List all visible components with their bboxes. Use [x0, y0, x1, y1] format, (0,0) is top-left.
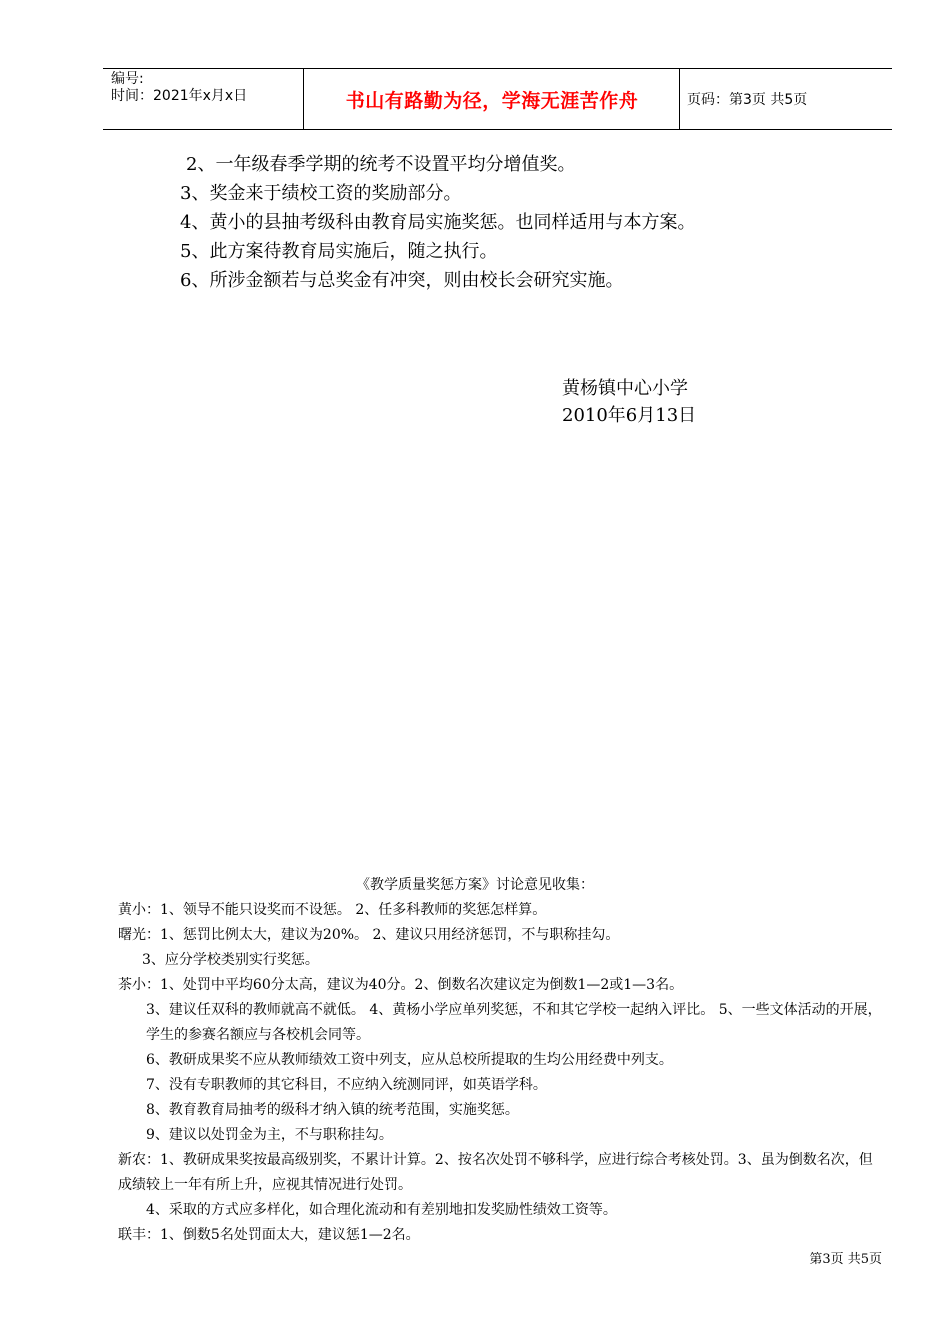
discussion-title: 《教学质量奖惩方案》讨论意见收集： — [356, 877, 594, 893]
signature-org: 黄杨镇中心小学 — [562, 378, 688, 399]
list-item: 4、黄小的县抽考级科由教育局实施奖惩。也同样适用与本方案。 — [180, 212, 696, 233]
header-meta — [111, 71, 247, 105]
discussion-paragraph-text: 3、建议任双科的教师就高不就低。 4、黄杨小学应单列奖惩，不和其它学校一起纳入评比。 5、一些文体活动的开展，学生的参赛名额应与各校机会同等。 — [146, 1002, 882, 1043]
header-divider — [303, 69, 304, 129]
rule-list — [180, 150, 695, 295]
discussion-paragraph: 9、建议以处罚金为主，不与职称挂勾。 — [146, 1127, 393, 1143]
discussion-paragraph: 8、教育教育局抽考的级科才纳入镇的统考范围，实施奖惩。 — [146, 1102, 519, 1118]
list-item: 6、所涉金额若与总奖金有冲突，则由校长会研究实施。 — [180, 270, 624, 291]
signature-block — [562, 375, 696, 429]
discussion-paragraph — [118, 1148, 886, 1198]
header-divider — [679, 69, 680, 129]
time-label: 时间：2021年x月x日 — [111, 88, 248, 104]
discussion-paragraph: 3、应分学校类别实行奖惩。 — [142, 952, 319, 968]
header-motto: 书山有路勤为径，学海无涯苦作舟 — [345, 89, 639, 112]
discussion-paragraph: 4、采取的方式应多样化，如合理化流动和有差别地扣发奖励性绩效工资等。 — [146, 1202, 617, 1218]
header-page-info: 页码：第3页 共5页 — [687, 92, 808, 108]
discussion-paragraph — [118, 998, 886, 1048]
list-item: 5、此方案待教育局实施后，随之执行。 — [180, 241, 498, 262]
discussion-paragraph-text: 新农：1、教研成果奖按最高级别奖，不累计计算。2、按名次处罚不够科学，应进行综合考核处罚。3、虽为倒数名次，但成绩较上一年有所上升，应视其情况进行处罚。 — [118, 1152, 873, 1193]
discussion-paragraph: 茶小：1、处罚中平均60分太高，建议为40分。2、倒数名次建议定为倒数1—2或1—3名。 — [118, 977, 684, 993]
page-footer: 第3页 共5页 — [809, 1252, 882, 1267]
discussion-paragraph: 联丰：1、倒数5名处罚面太大，建议惩1—2名。 — [118, 1227, 420, 1243]
discussion-paragraph: 黄小：1、领导不能只设奖而不设惩。 2、任多科教师的奖惩怎样算。 — [118, 902, 547, 918]
discussion-paragraph: 曙光：1、惩罚比例太大，建议为20%。 2、建议只用经济惩罚，不与职称挂勾。 — [118, 927, 620, 943]
list-item: 2、一年级春季学期的统考不设置平均分增值奖。 — [186, 154, 576, 175]
discussion-paragraph: 7、没有专职教师的其它科目，不应纳入统测同评，如英语学科。 — [146, 1077, 547, 1093]
list-item: 3、奖金来于绩校工资的奖励部分。 — [180, 183, 462, 204]
code-label: 编号: — [111, 71, 144, 87]
discussion-paragraph: 6、教研成果奖不应从教师绩效工资中列支，应从总校所提取的生均公用经费中列支。 — [146, 1052, 673, 1068]
page-header — [103, 68, 892, 130]
discussion-body — [118, 898, 888, 1248]
signature-date: 2010年6月13日 — [562, 405, 697, 426]
